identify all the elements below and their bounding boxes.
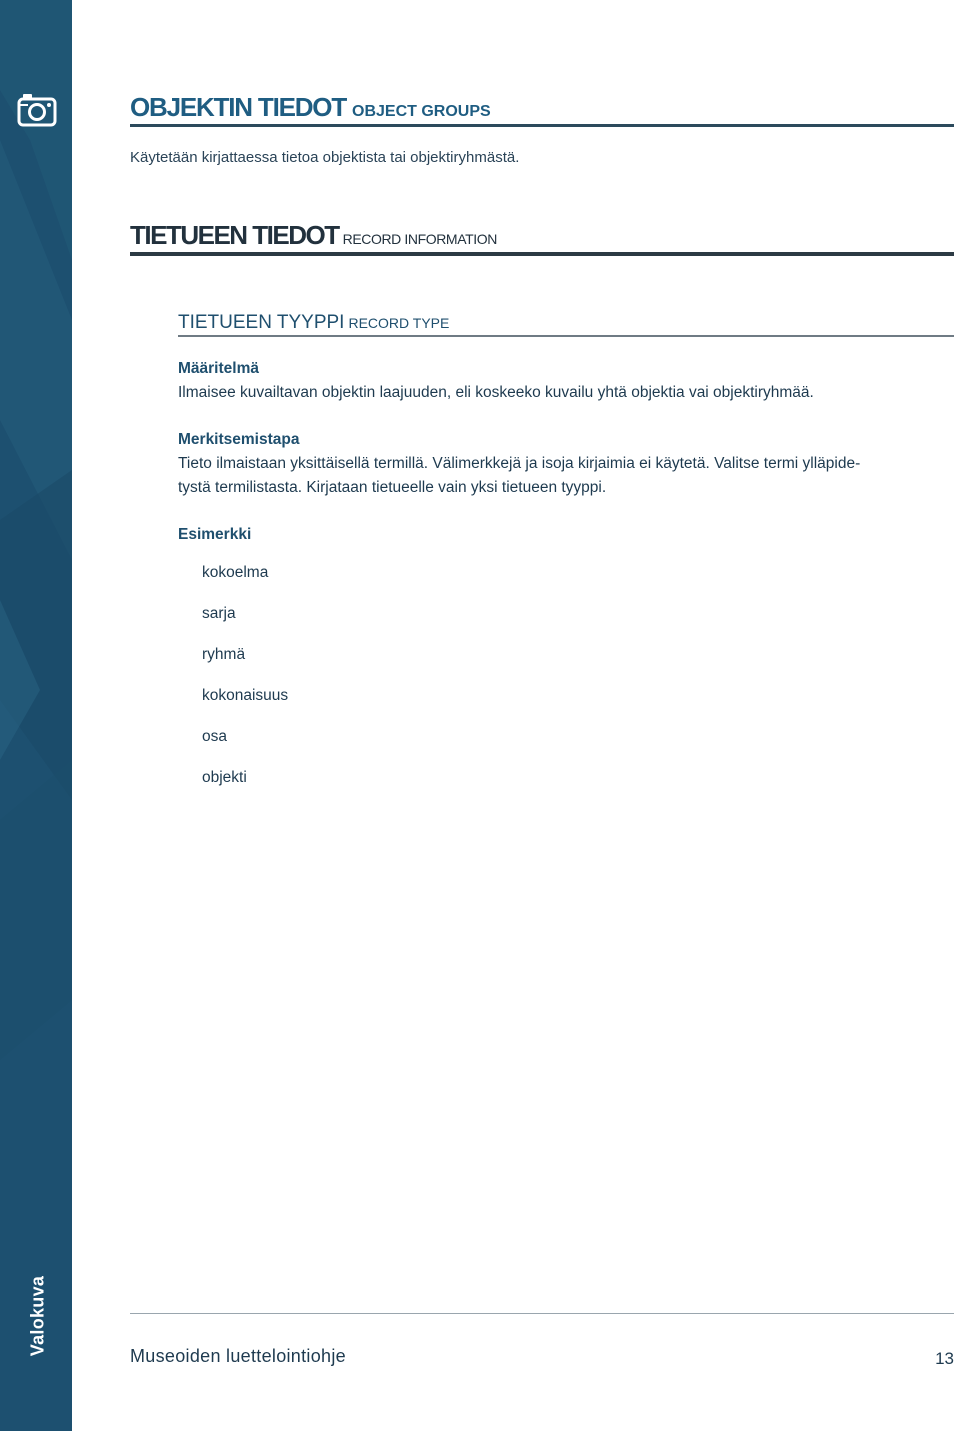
sidebar-background xyxy=(0,0,72,1431)
definition-text: Ilmaisee kuvailtavan objektin laajuuden, eli koskeeko kuvailu yhtä objektia vai objektiryhmää. xyxy=(178,384,814,401)
example-block xyxy=(178,523,954,547)
section-subtitle: RECORD INFORMATION xyxy=(342,231,497,247)
definition-block xyxy=(178,357,954,405)
section-divider xyxy=(130,252,954,256)
page-subtitle: OBJECT GROUPS xyxy=(352,103,491,120)
example-label: Esimerkki xyxy=(178,526,252,543)
definition-label: Määritelmä xyxy=(178,360,259,377)
notation-line-2: tystä termilistasta. Kirjataan tietueelle vain yksi tietueen tyyppi. xyxy=(178,479,607,496)
field-title: TIETUEEN TYYPPI xyxy=(178,312,345,333)
page-number: 13 xyxy=(935,1349,954,1368)
camera-icon xyxy=(17,93,57,127)
example-item: kokonaisuus xyxy=(202,687,289,704)
section-title: TIETUEEN TIEDOT xyxy=(130,220,339,250)
field-heading xyxy=(178,312,449,334)
sidebar xyxy=(0,0,72,1431)
page-title-text: OBJEKTIN TIEDOT xyxy=(130,92,347,122)
title-divider xyxy=(130,124,954,127)
notation-label: Merkitsemistapa xyxy=(178,431,300,448)
sidebar-label: Valokuva xyxy=(27,1275,48,1357)
intro-text: Käytetään kirjattaessa tietoa objektista tai objektiryhmästä. xyxy=(130,149,520,166)
field-divider xyxy=(178,335,954,337)
footer-title: Museoiden luettelointiohje xyxy=(130,1346,346,1366)
example-item: sarja xyxy=(202,605,236,622)
example-item: ryhmä xyxy=(202,646,246,663)
page-title xyxy=(130,92,491,123)
field-subtitle: RECORD TYPE xyxy=(348,315,450,331)
example-item: osa xyxy=(202,728,227,745)
footer-divider xyxy=(130,1313,954,1314)
example-item: objekti xyxy=(202,769,247,786)
notation-block xyxy=(178,428,954,500)
example-item: kokoelma xyxy=(202,564,269,581)
notation-line-1: Tieto ilmaistaan yksittäisellä termillä. Välimerkkejä ja isoja kirjaimia ei käytetä. Valitse termi ylläpide- xyxy=(178,455,861,472)
section-heading xyxy=(130,220,497,251)
